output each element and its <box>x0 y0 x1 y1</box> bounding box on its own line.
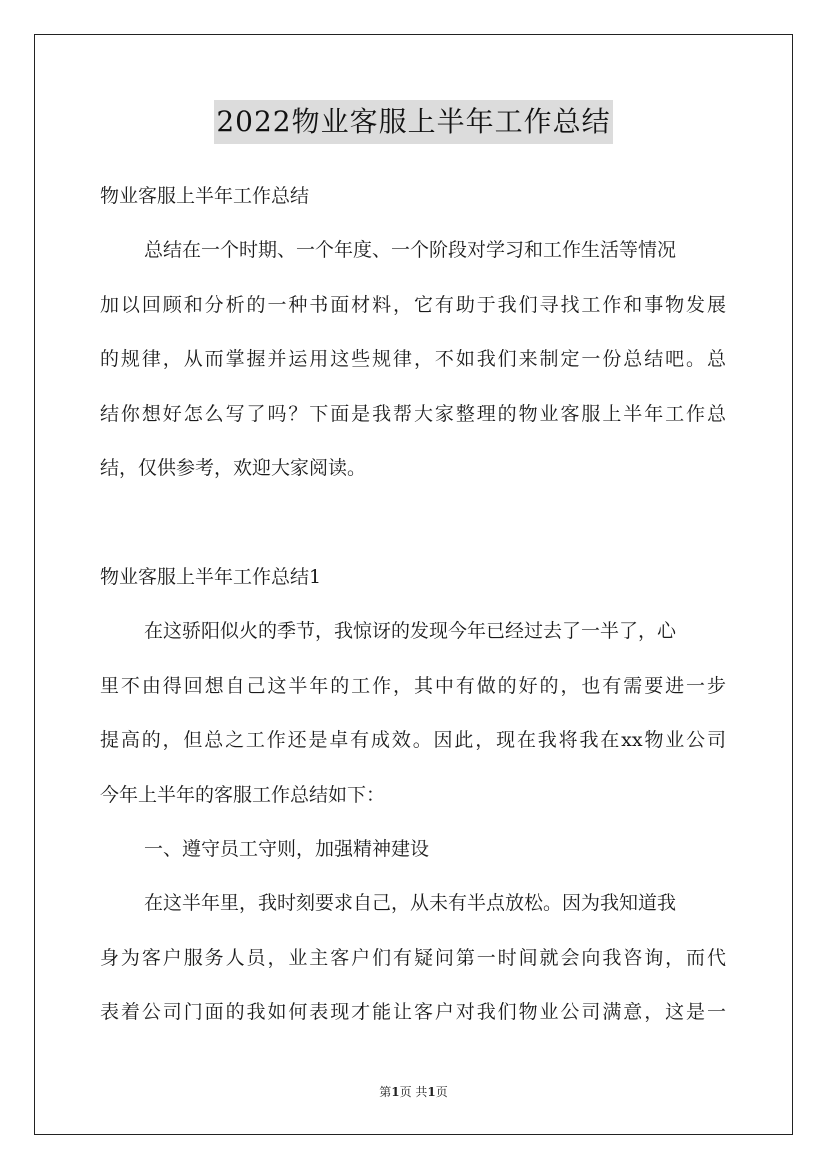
intro-line: 的规律，从而掌握并运用这些规律，不如我们来制定一份总结吧。总 <box>100 348 726 369</box>
footer-page-number: 1 <box>391 1085 400 1099</box>
document-subtitle: 物业客服上半年工作总结 <box>100 185 310 207</box>
paragraph-line: 表着公司门面的我如何表现才能让客户对我们物业公司满意，这是一 <box>100 1001 726 1022</box>
paragraph-line: 在这半年里，我时刻要求自己，从未有半点放松。因为我知道我 <box>144 892 677 914</box>
intro-line: 总结在一个时期、一个年度、一个阶段对学习和工作生活等情况 <box>144 239 677 261</box>
paragraph-line: 里不由得回想自己这半年的工作，其中有做的好的，也有需要进一步 <box>100 675 726 696</box>
footer-suffix: 页 <box>435 1085 448 1099</box>
intro-line: 加以回顾和分析的一种书面材料，它有助于我们寻找工作和事物发展 <box>100 294 726 315</box>
footer-page-total: 1 <box>427 1085 436 1099</box>
intro-line: 结你想好怎么写了吗？下面是我帮大家整理的物业客服上半年工作总 <box>100 403 726 424</box>
section-heading: 一、遵守员工守则，加强精神建设 <box>144 838 430 860</box>
paragraph-line: 今年上半年的客服工作总结如下： <box>100 784 386 806</box>
intro-line: 结，仅供参考，欢迎大家阅读。 <box>100 457 367 479</box>
paragraph-line: 在这骄阳似火的季节，我惊讶的发现今年已经过去了一半了，心 <box>144 620 677 642</box>
title-container <box>0 100 827 144</box>
paragraph-line: 提高的，但总之工作还是卓有成效。因此，现在我将我在xx物业公司 <box>100 729 726 750</box>
footer-prefix: 第 <box>379 1085 392 1099</box>
page-footer <box>0 1083 827 1100</box>
footer-mid: 页 共 <box>399 1085 428 1099</box>
section-title: 物业客服上半年工作总结1 <box>100 566 322 588</box>
document-title: 2022物业客服上半年工作总结 <box>214 100 612 144</box>
paragraph-line: 身为客户服务人员，业主客户们有疑问第一时间就会向我咨询，而代 <box>100 947 726 968</box>
